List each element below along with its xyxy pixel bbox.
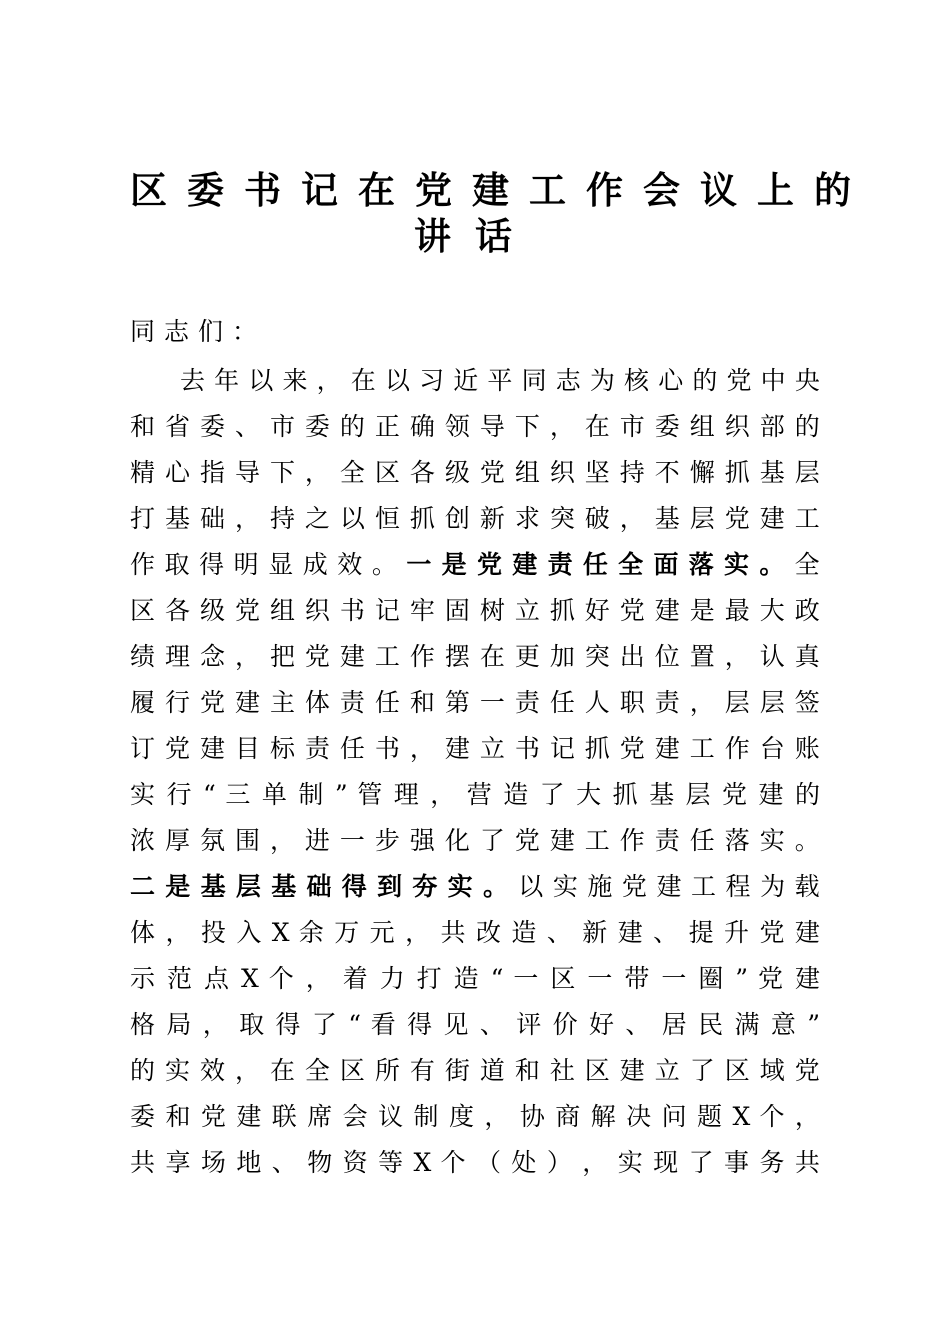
body-line-15: 格 局 ， 取 得 了 “ 看 得 见 、 评 价 好 、 居 民 满 意 ” <box>130 1010 820 1039</box>
body-line-6: 区 各 级 党 组 织 书 记 牢 固 树 立 抓 好 党 建 是 最 大 政 <box>130 596 820 625</box>
document-title-line-2: 讲话 <box>414 214 536 258</box>
body-line-18: 共 享 场 地 、 物 资 等 X 个 （ 处 ） ， 实 现 了 事 务 共 <box>130 1148 820 1177</box>
body-line-13: 体 ， 投 入 X 余 万 元 ， 共 改 造 、 新 建 、 提 升 党 建 <box>130 918 820 947</box>
body-line-8: 履 行 党 建 主 体 责 任 和 第 一 责 任 人 职 责 ， 层 层 签 <box>130 688 820 717</box>
body-text: 全 <box>794 550 820 579</box>
body-line-5 <box>130 545 820 591</box>
body-text: 作 取 得 明 显 成 效 。 <box>130 550 398 579</box>
section-heading-2: 二 是 基 层 基 础 得 到 夯 实 。 <box>130 872 509 901</box>
body-line-11: 浓 厚 氛 围 ， 进 一 步 强 化 了 党 建 工 作 责 任 落 实 。 <box>130 826 820 855</box>
section-heading-1: 一 是 党 建 责 任 全 面 落 实 。 <box>406 550 786 579</box>
body-line-17: 委 和 党 建 联 席 会 议 制 度 ， 协 商 解 决 问 题 X 个 ， <box>130 1102 820 1131</box>
body-line-10: 实 行 “ 三 单 制 ” 管 理 ， 营 造 了 大 抓 基 层 党 建 的 <box>130 780 820 809</box>
body-line-7: 绩 理 念 ， 把 党 建 工 作 摆 在 更 加 突 出 位 置 ， 认 真 <box>130 642 820 671</box>
body-line-16: 的 实 效 ， 在 全 区 所 有 街 道 和 社 区 建 立 了 区 域 党 <box>130 1056 820 1085</box>
body-line-14: 示 范 点 X 个 ， 着 力 打 造 “ 一 区 一 带 一 圈 ” 党 建 <box>130 964 821 993</box>
body-line-2: 和 省 委 、 市 委 的 正 确 领 导 下 ， 在 市 委 组 织 部 的 <box>130 412 820 441</box>
body-text: 以 实 施 党 建 工 程 为 载 <box>518 872 820 901</box>
body-line-12 <box>130 867 820 913</box>
document-title-line-1: 区委书记在党建工作会议上的 <box>130 168 871 212</box>
body-line-9: 订 党 建 目 标 责 任 书 ， 建 立 书 记 抓 党 建 工 作 台 账 <box>130 734 820 763</box>
body-line-1: 去 年 以 来 ， 在 以 习 近 平 同 志 为 核 心 的 党 中 央 <box>180 366 820 395</box>
body-line-3: 精 心 指 导 下 ， 全 区 各 级 党 组 织 坚 持 不 懈 抓 基 层 <box>130 458 820 487</box>
body-line-4: 打 基 础 ， 持 之 以 恒 抓 创 新 求 突 破 ， 基 层 党 建 工 <box>130 504 820 533</box>
salutation: 同志们： <box>130 317 267 346</box>
